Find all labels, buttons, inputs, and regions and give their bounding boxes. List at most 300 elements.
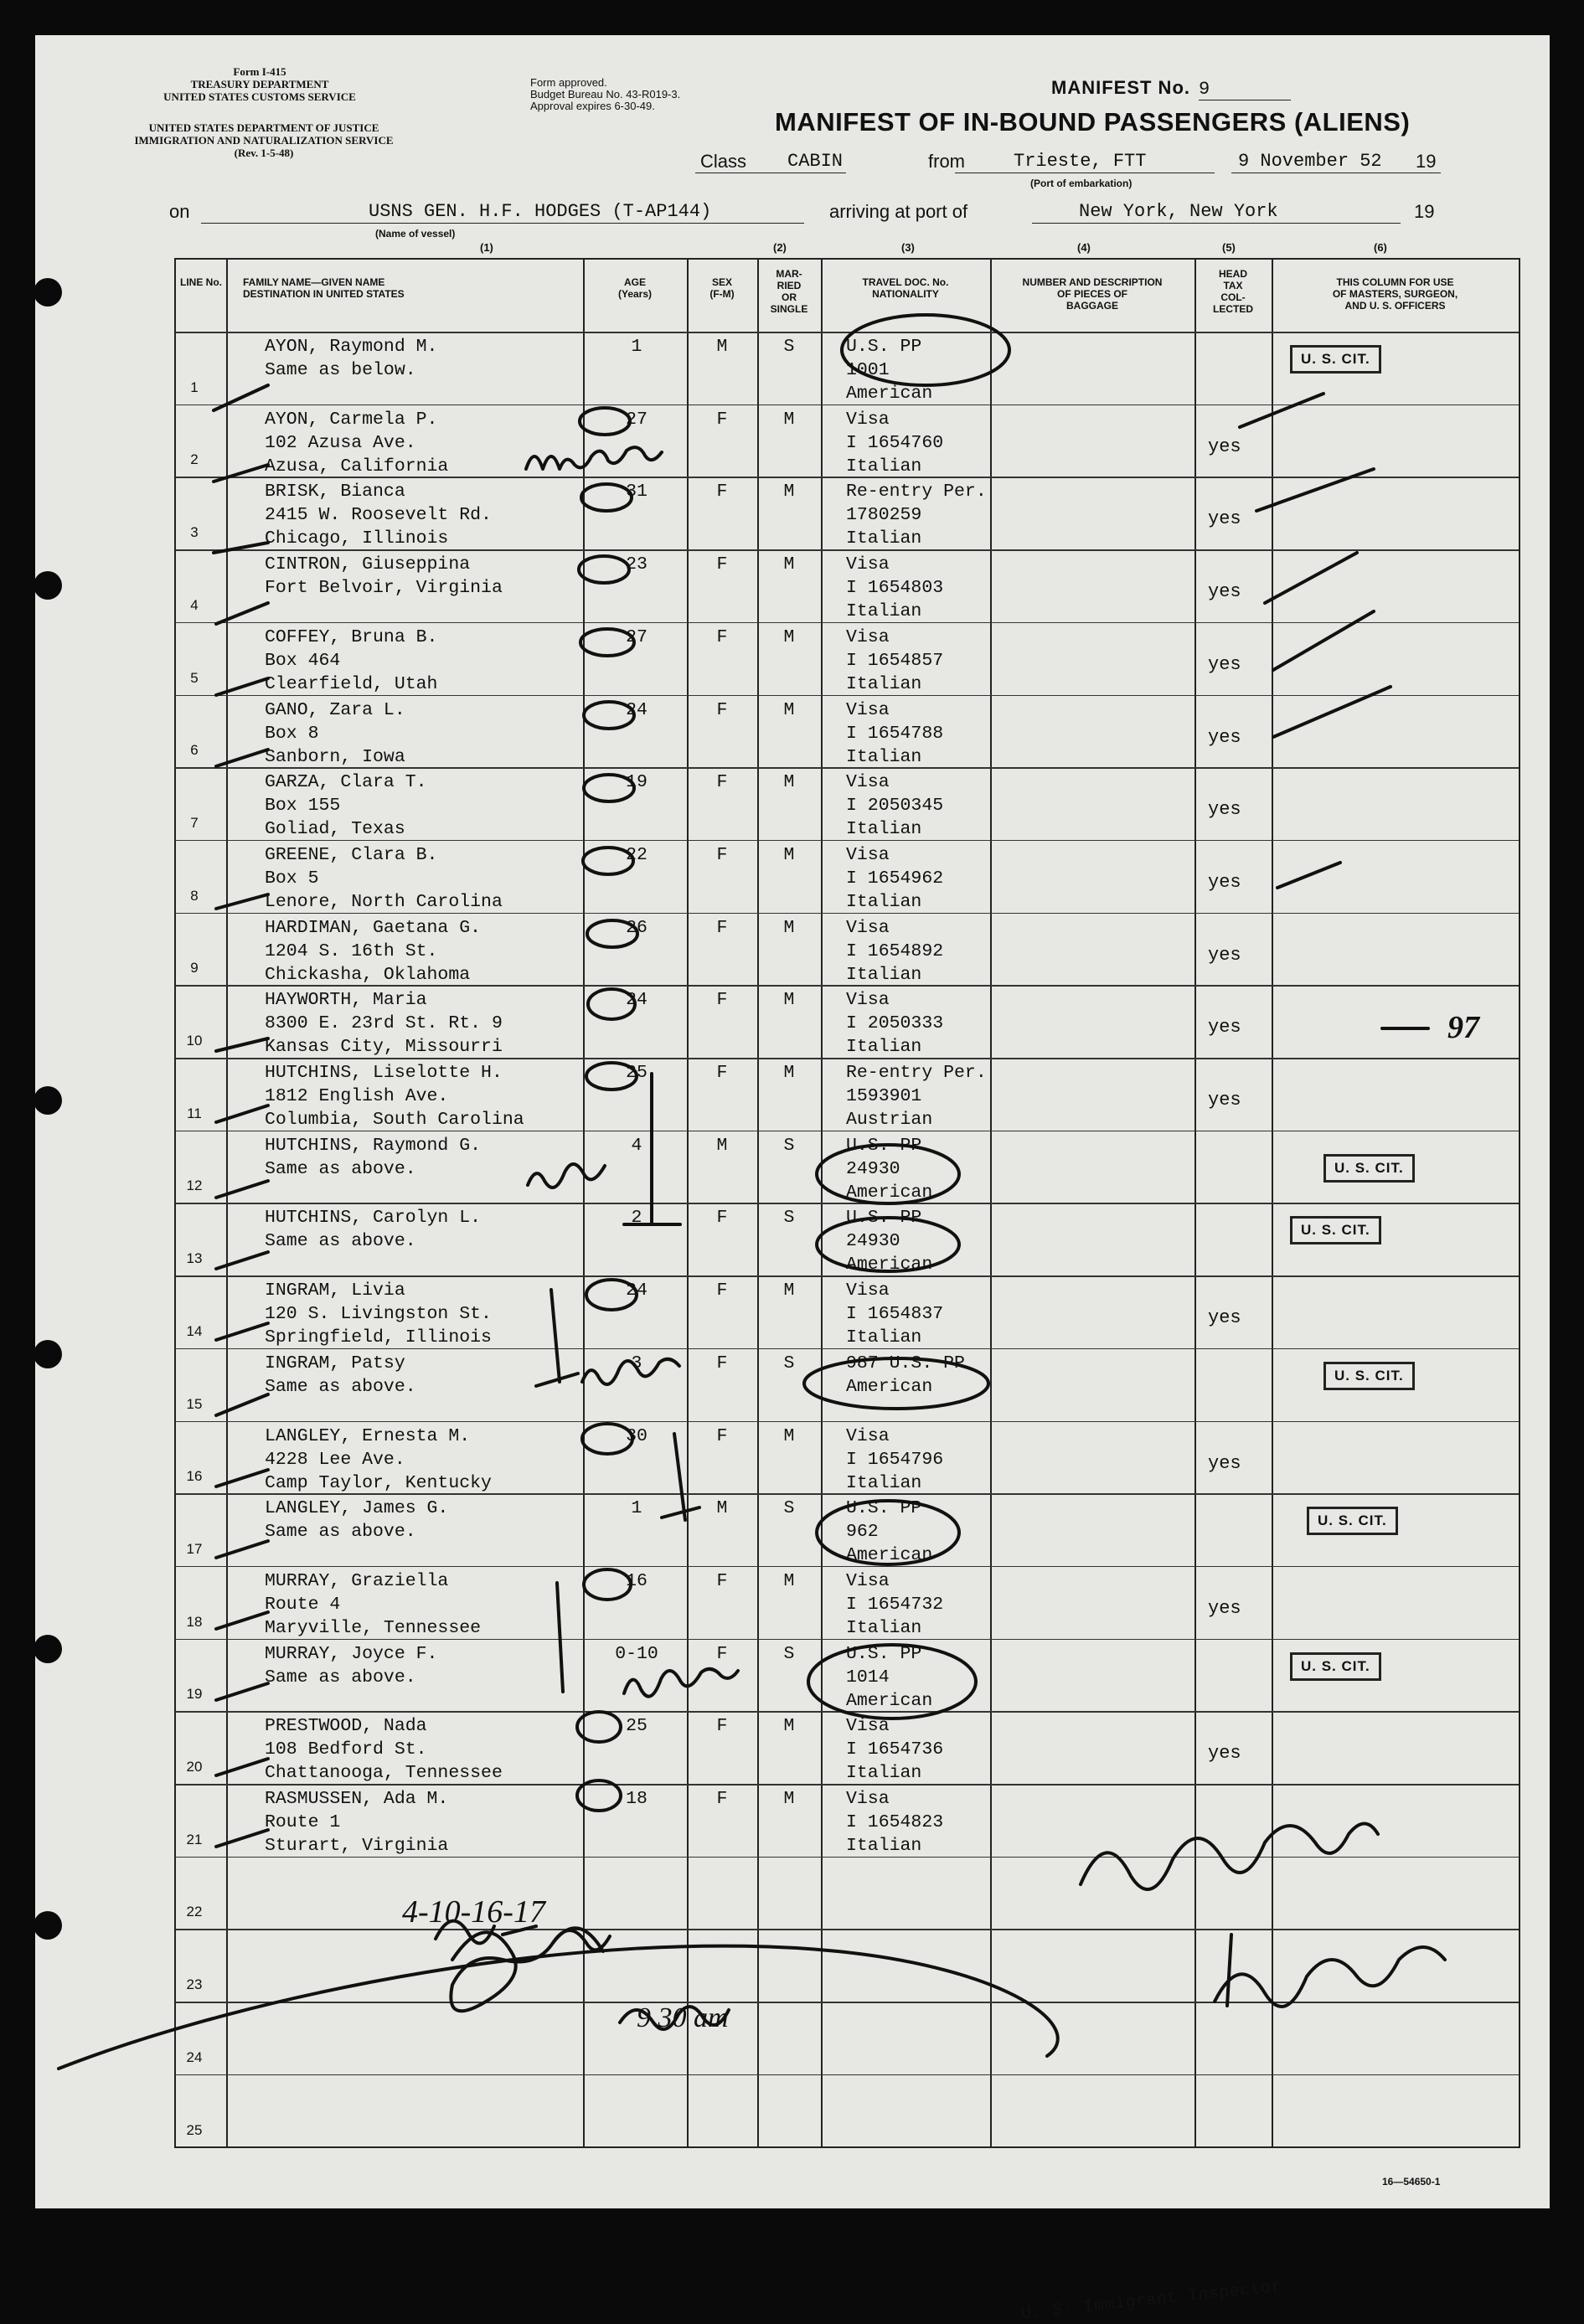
marital-status: S: [783, 337, 795, 357]
destination-line-1: 4228 Lee Ave.: [265, 1449, 405, 1470]
head-tax-value: yes: [1208, 653, 1241, 675]
manifest-no-label: MANIFEST No.: [1051, 77, 1190, 98]
marital-status: S: [783, 1135, 795, 1156]
ink-tick: [216, 1252, 268, 1269]
passenger-name: HUTCHINS, Liselotte H.: [265, 1063, 503, 1083]
line-number: 8: [190, 887, 199, 904]
sex-value: F: [716, 1570, 728, 1591]
ink-tick: [216, 1470, 268, 1487]
destination-line-1: 2415 W. Roosevelt Rd.: [265, 505, 492, 526]
marital-status: S: [783, 1353, 795, 1373]
marital-status: M: [783, 990, 795, 1011]
line-number: 2: [190, 451, 199, 468]
passenger-name: COFFEY, Bruna B.: [265, 626, 438, 647]
travel-doc-type: Visa: [846, 1716, 890, 1737]
ink-circle: [577, 1780, 621, 1811]
line-number: 3: [190, 524, 199, 541]
ink-tick: [1273, 611, 1374, 670]
service-name: UNITED STATES CUSTOMS SERVICE: [163, 90, 356, 103]
line-number: 14: [186, 1322, 203, 1339]
travel-doc-number: I 1654760: [846, 432, 944, 453]
ink-tick: [216, 1105, 268, 1122]
ink-tick: [216, 1612, 268, 1629]
destination-line-1: 120 S. Livingston St.: [265, 1304, 492, 1325]
line-number: 17: [186, 1540, 203, 1557]
passenger-name: LANGLEY, James G.: [265, 1498, 449, 1519]
destination-line-1: Box 5: [265, 868, 319, 889]
nationality: Italian: [846, 1472, 922, 1493]
travel-doc-number: I 1654736: [846, 1739, 944, 1760]
passenger-name: LANGLEY, Ernesta M.: [265, 1425, 471, 1446]
travel-doc-number: I 1654892: [846, 940, 944, 961]
ink-circle: [817, 1218, 959, 1271]
passenger-name: GARZA, Clara T.: [265, 772, 427, 793]
head-tax-value: yes: [1208, 1743, 1241, 1765]
sex-value: F: [716, 482, 728, 502]
destination-line-1: 1204 S. 16th St.: [265, 940, 438, 961]
sex-value: M: [716, 1498, 728, 1519]
ink-circle: [842, 315, 1009, 385]
year-suffix: 19: [1416, 151, 1437, 172]
nationality: Italian: [846, 964, 922, 985]
ink-tick: [214, 465, 268, 482]
nationality: Italian: [846, 601, 922, 622]
ink-circle: [586, 1280, 637, 1310]
head-tax-value: yes: [1208, 1090, 1241, 1110]
marital-status: M: [783, 1063, 795, 1083]
ink-tick: [216, 678, 268, 695]
nationality: Italian: [846, 1836, 922, 1856]
age-value: 4: [631, 1135, 642, 1156]
destination-line-2: Kansas City, Missourri: [265, 1037, 503, 1058]
nationality: American: [846, 1690, 933, 1711]
destination-line-2: Chattanooga, Tennessee: [265, 1763, 503, 1784]
col-header-age: AGE (Years): [617, 276, 653, 300]
destination-line-2: Sturart, Virginia: [265, 1836, 449, 1856]
ink-circle: [583, 848, 633, 874]
marital-status: M: [783, 1716, 795, 1737]
travel-doc-number: I 1654732: [846, 1594, 944, 1615]
age-value: 23: [626, 554, 648, 575]
col-number-1: (1): [480, 241, 493, 254]
handwritten-date-text: 4-10-16-17: [402, 1894, 545, 1930]
date-value: 9 November 52: [1238, 151, 1382, 172]
travel-doc-number: American: [846, 1376, 933, 1397]
destination-line-2: Chickasha, Oklahoma: [265, 964, 471, 985]
nationality: Italian: [846, 528, 922, 549]
destination-line-1: 102 Azusa Ave.: [265, 432, 416, 453]
travel-doc-type: 987 U.S. PP: [846, 1353, 965, 1373]
line-number: 7: [190, 814, 199, 831]
line-number: 21: [186, 1831, 203, 1847]
travel-doc-number: 1780259: [846, 505, 922, 526]
passenger-name: AYON, Carmela P.: [265, 409, 438, 430]
passenger-name: BRISK, Bianca: [265, 482, 405, 502]
destination-line-1: Same as above.: [265, 1667, 416, 1688]
travel-doc-type: Re-entry Per.: [846, 482, 987, 502]
travel-doc-type: Visa: [846, 917, 890, 938]
line-number: 6: [190, 742, 199, 759]
travel-doc-type: Visa: [846, 554, 890, 575]
travel-doc-type: Visa: [846, 1789, 890, 1809]
passenger-name: MURRAY, Graziella: [265, 1570, 449, 1591]
marital-status: M: [783, 1281, 795, 1301]
marital-status: M: [783, 626, 795, 647]
marital-status: M: [783, 1425, 795, 1446]
marital-status: M: [783, 482, 795, 502]
age-value: 30: [626, 1425, 648, 1446]
nationality: American: [846, 1545, 933, 1566]
sex-value: F: [716, 1643, 728, 1664]
age-value: 27: [626, 409, 648, 430]
age-value: 18: [626, 1789, 648, 1809]
destination-line-1: Box 464: [265, 650, 341, 671]
ink-tick: [216, 1038, 268, 1051]
from-label: from: [928, 151, 965, 172]
travel-doc-number: 1593901: [846, 1086, 922, 1106]
sex-value: F: [716, 1353, 728, 1373]
destination-line-1: Same as below.: [265, 360, 416, 380]
year-suffix-2: 19: [1414, 201, 1435, 222]
ink-note-son: [528, 1164, 605, 1188]
ink-circle: [587, 920, 637, 947]
form-number: Form I-415: [233, 65, 286, 78]
margin-number: 97: [1447, 1010, 1479, 1045]
passenger-name: RASMUSSEN, Ada M.: [265, 1789, 449, 1809]
ink-bracket: [662, 1434, 699, 1520]
approval-line: Form approved.: [530, 76, 607, 89]
ink-signature-1: [1081, 1824, 1378, 1890]
ink-tick: [1273, 687, 1391, 737]
nationality: Austrian: [846, 1110, 933, 1130]
ink-signature-2: [1215, 1947, 1445, 2007]
ink-circle: [582, 1424, 632, 1454]
sex-value: F: [716, 917, 728, 938]
marital-status: M: [783, 409, 795, 430]
age-value: 3: [631, 1353, 642, 1373]
sex-value: F: [716, 1281, 728, 1301]
passenger-name: GANO, Zara L.: [265, 699, 405, 720]
travel-doc-number: I 2050333: [846, 1013, 944, 1034]
nationality: American: [846, 1255, 933, 1275]
marital-status: S: [783, 1498, 795, 1519]
line-number: 22: [186, 1904, 203, 1920]
age-value: 24: [626, 1281, 648, 1301]
ink-circle: [580, 629, 634, 656]
marital-status: M: [783, 699, 795, 720]
destination-line-2: Clearfield, Utah: [265, 673, 438, 694]
destination-line-2: Lenore, North Carolina: [265, 891, 503, 912]
sex-value: F: [716, 1425, 728, 1446]
travel-doc-number: I 1654796: [846, 1449, 944, 1470]
age-value: 31: [626, 482, 648, 502]
nationality: American: [846, 1182, 933, 1203]
travel-doc-type: Visa: [846, 844, 890, 865]
destination-line-1: Route 4: [265, 1594, 341, 1615]
manifest-no-value: 9: [1199, 79, 1291, 100]
citizen-stamp: U. S. CIT.: [1323, 1362, 1415, 1390]
citizen-stamp: U. S. CIT.: [1307, 1507, 1398, 1535]
ink-tick: [216, 1394, 268, 1415]
ink-circle: [580, 408, 630, 435]
col-header-line: LINE No.: [180, 276, 222, 288]
citizen-stamp: U. S. CIT.: [1290, 1652, 1381, 1681]
line-number: 12: [186, 1177, 203, 1194]
col-header-officers: THIS COLUMN FOR USE OF MASTERS, SURGEON, AND U. S. OFFICERS: [1332, 276, 1458, 312]
age-value: 22: [626, 844, 648, 865]
travel-doc-type: Visa: [846, 699, 890, 720]
destination-line-1: Same as above.: [265, 1231, 416, 1252]
line-number: 1: [190, 379, 199, 395]
destination-line-2: Azusa, California: [265, 456, 449, 477]
class-label: Class: [700, 151, 747, 172]
ink-signature-2-stroke: [1227, 1935, 1231, 2006]
travel-doc-type: U.S. PP: [846, 1498, 922, 1519]
ink-circle: [584, 1569, 631, 1600]
travel-doc-number: 1001: [846, 360, 890, 380]
travel-doc-number: I 1654837: [846, 1304, 944, 1325]
form-footer: 16—54650-1: [1382, 2176, 1441, 2187]
age-value: 27: [626, 626, 648, 647]
travel-doc-type: U.S. PP: [846, 1135, 922, 1156]
ink-circle: [586, 1063, 637, 1090]
ink-note-mother: [526, 447, 662, 469]
ink-tick: [214, 385, 268, 410]
ink-tick: [216, 1541, 268, 1558]
ink-tick: [216, 1683, 268, 1700]
sex-value: M: [716, 337, 728, 357]
ink-tick: [214, 543, 268, 553]
age-value: 24: [626, 990, 648, 1011]
destination-line-1: Box 8: [265, 723, 319, 744]
justice-dept: UNITED STATES DEPARTMENT OF JUSTICE: [148, 121, 379, 134]
ink-tick: [216, 894, 268, 909]
ins-name: IMMIGRATION AND NATURALIZATION SERVICE: [134, 134, 394, 147]
line-number: 24: [186, 2048, 203, 2065]
sex-value: F: [716, 772, 728, 793]
destination-line-2: Springfield, Illinois: [265, 1327, 492, 1348]
destination-line-1: 8300 E. 23rd St. Rt. 9: [265, 1013, 503, 1034]
head-tax-value: yes: [1208, 1597, 1241, 1619]
passenger-name: MURRAY, Joyce F.: [265, 1643, 438, 1664]
ink-circle: [584, 775, 634, 801]
on-label: on: [169, 201, 190, 222]
marital-status: M: [783, 1570, 795, 1591]
ink-tick: [216, 1830, 268, 1847]
passenger-name: HAYWORTH, Maria: [265, 990, 427, 1011]
budget-line: Budget Bureau No. 43-R019-3.: [530, 88, 681, 100]
destination-line-1: Box 155: [265, 796, 341, 817]
head-tax-value: yes: [1208, 726, 1241, 748]
passenger-name: HUTCHINS, Raymond G.: [265, 1135, 482, 1156]
marital-status: M: [783, 772, 795, 793]
travel-doc-number: I 2050345: [846, 796, 944, 817]
destination-line-2: Goliad, Texas: [265, 819, 405, 840]
line-number: 16: [186, 1468, 203, 1485]
travel-doc-number: I 1654803: [846, 578, 944, 599]
sex-value: F: [716, 1789, 728, 1809]
head-tax-value: yes: [1208, 508, 1241, 530]
travel-doc-type: Visa: [846, 1570, 890, 1591]
ink-tick: [1265, 553, 1357, 603]
col-header-baggage: NUMBER AND DESCRIPTION OF PIECES OF BAGGAGE: [1022, 276, 1163, 312]
age-value: 25: [626, 1063, 648, 1083]
line-number: 23: [186, 1976, 203, 1993]
passenger-name: CINTRON, Giuseppina: [265, 554, 471, 575]
destination-line-1: Same as above.: [265, 1376, 416, 1397]
ink-tick: [216, 750, 268, 766]
department-name: TREASURY DEPARTMENT: [190, 78, 329, 90]
destination-line-2: Columbia, South Carolina: [265, 1110, 524, 1130]
handwritten-time-text: 9 30 am: [637, 2002, 729, 2033]
ink-note-daughter-2: [624, 1669, 738, 1697]
line-number: 11: [187, 1105, 202, 1121]
marital-status: M: [783, 844, 795, 865]
destination-line-2: Maryville, Tennessee: [265, 1617, 482, 1638]
ink-circle: [804, 1358, 988, 1409]
nationality: Italian: [846, 1617, 922, 1638]
ink-circle: [584, 702, 634, 729]
ink-tick: [216, 603, 268, 624]
arriving-label: arriving at port of: [829, 201, 968, 222]
marital-status: S: [783, 1208, 795, 1229]
line-number: 19: [186, 1686, 203, 1703]
destination-line-1: 1812 English Ave.: [265, 1086, 449, 1106]
nationality: Italian: [846, 891, 922, 912]
line-number: 5: [190, 669, 199, 686]
port-value: New York, New York: [1079, 201, 1278, 222]
sex-value: F: [716, 1716, 728, 1737]
age-value: 25: [626, 1716, 648, 1737]
vessel-value: USNS GEN. H.F. HODGES (T-AP144): [369, 201, 712, 222]
col-header-sex: SEX (F-M): [709, 276, 735, 300]
sex-value: F: [716, 409, 728, 430]
destination-line-2: Sanborn, Iowa: [265, 746, 405, 767]
ink-tick: [216, 1323, 268, 1340]
travel-doc-type: Visa: [846, 1281, 890, 1301]
head-tax-value: yes: [1208, 1452, 1241, 1474]
col-number-3: (3): [901, 241, 915, 254]
expiry-line: Approval expires 6-30-49.: [530, 100, 655, 112]
embark-caption: (Port of embarkation): [1030, 178, 1133, 189]
from-value: Trieste, FTT: [1014, 151, 1147, 172]
marital-status: S: [783, 1643, 795, 1664]
age-value: 1: [631, 1498, 642, 1519]
travel-doc-number: I 1654788: [846, 723, 944, 744]
sex-value: F: [716, 626, 728, 647]
col-number-5: (5): [1222, 241, 1236, 254]
ink-circle: [577, 1712, 621, 1742]
age-value: 2: [631, 1208, 642, 1229]
nationality: Italian: [846, 456, 922, 477]
ink-bracket: [557, 1583, 563, 1692]
citizen-stamp: U. S. CIT.: [1290, 345, 1381, 374]
col-header-married: MAR- RIED OR SINGLE: [770, 268, 808, 315]
travel-doc-type: Visa: [846, 772, 890, 793]
marital-status: M: [783, 1789, 795, 1809]
line-number: 20: [186, 1759, 203, 1775]
sex-value: F: [716, 554, 728, 575]
marital-status: M: [783, 554, 795, 575]
age-value: 24: [626, 699, 648, 720]
col-number-2: (2): [773, 241, 787, 254]
ink-tick: [1277, 863, 1340, 888]
travel-doc-number: I 1654962: [846, 868, 944, 889]
head-tax-value: yes: [1208, 944, 1241, 966]
ink-sweep: [59, 1946, 1058, 2069]
sex-value: F: [716, 699, 728, 720]
destination-line-1: Fort Belvoir, Virginia: [265, 578, 503, 599]
ink-tick: [1256, 469, 1374, 511]
ink-circle: [817, 1145, 959, 1203]
ink-circle: [588, 989, 635, 1019]
travel-doc-number: I 1654823: [846, 1812, 944, 1832]
travel-doc-type: Visa: [846, 1425, 890, 1446]
travel-doc-type: Visa: [846, 990, 890, 1011]
page-title: MANIFEST OF IN-BOUND PASSENGERS (ALIENS): [775, 107, 1411, 137]
passenger-name: AYON, Raymond M.: [265, 337, 438, 357]
ink-tick: [216, 1759, 268, 1775]
sex-value: F: [716, 990, 728, 1011]
line-number: 10: [186, 1033, 203, 1049]
age-value: 19: [626, 772, 648, 793]
passenger-name: HUTCHINS, Carolyn L.: [265, 1208, 482, 1229]
col-header-travel-doc: TRAVEL DOC. No. NATIONALITY: [862, 276, 949, 300]
col-number-6: (6): [1374, 241, 1387, 254]
travel-doc-number: 962: [846, 1522, 879, 1543]
ink-circle: [817, 1501, 959, 1564]
travel-doc-type: Re-entry Per.: [846, 1063, 987, 1083]
age-value: 16: [626, 1570, 648, 1591]
col-number-4: (4): [1077, 241, 1091, 254]
passenger-name: HARDIMAN, Gaetana G.: [265, 917, 482, 938]
travel-doc-number: I 1654857: [846, 650, 944, 671]
citizen-stamp: U. S. CIT.: [1323, 1154, 1415, 1183]
head-tax-value: yes: [1208, 1017, 1241, 1038]
travel-doc-type: Visa: [846, 626, 890, 647]
line-number: 15: [186, 1395, 203, 1412]
inspector-stamp-text: U. S. Immigrant Inspector: [1020, 2277, 1283, 2324]
head-tax-value: yes: [1208, 1307, 1241, 1329]
destination-line-1: 108 Bedford St.: [265, 1739, 427, 1760]
travel-doc-type: U.S. PP: [846, 337, 922, 357]
sex-value: F: [716, 844, 728, 865]
head-tax-value: yes: [1208, 799, 1241, 821]
passenger-name: INGRAM, Patsy: [265, 1353, 405, 1373]
nationality: Italian: [846, 673, 922, 694]
destination-line-1: Same as above.: [265, 1158, 416, 1179]
ink-circle: [808, 1645, 976, 1719]
age-value: 26: [626, 917, 648, 938]
class-value: CABIN: [787, 151, 844, 172]
passenger-name: INGRAM, Livia: [265, 1281, 405, 1301]
age-value: 0-10: [615, 1643, 658, 1664]
ink-circle: [581, 484, 632, 511]
revision: (Rev. 1-5-48): [234, 147, 294, 159]
ink-note-daughter: [582, 1359, 679, 1384]
head-tax-value: yes: [1208, 435, 1241, 457]
line-number: 18: [186, 1613, 203, 1630]
ink-circle: [579, 556, 629, 583]
passenger-name: PRESTWOOD, Nada: [265, 1716, 427, 1737]
nationality: Italian: [846, 1037, 922, 1058]
destination-line-2: Camp Taylor, Kentucky: [265, 1472, 492, 1493]
ink-tick: [216, 1181, 268, 1198]
age-value: 1: [631, 337, 642, 357]
vessel-caption: (Name of vessel): [375, 228, 456, 240]
destination-line-1: Route 1: [265, 1812, 341, 1832]
travel-doc-type: U.S. PP: [846, 1643, 922, 1664]
